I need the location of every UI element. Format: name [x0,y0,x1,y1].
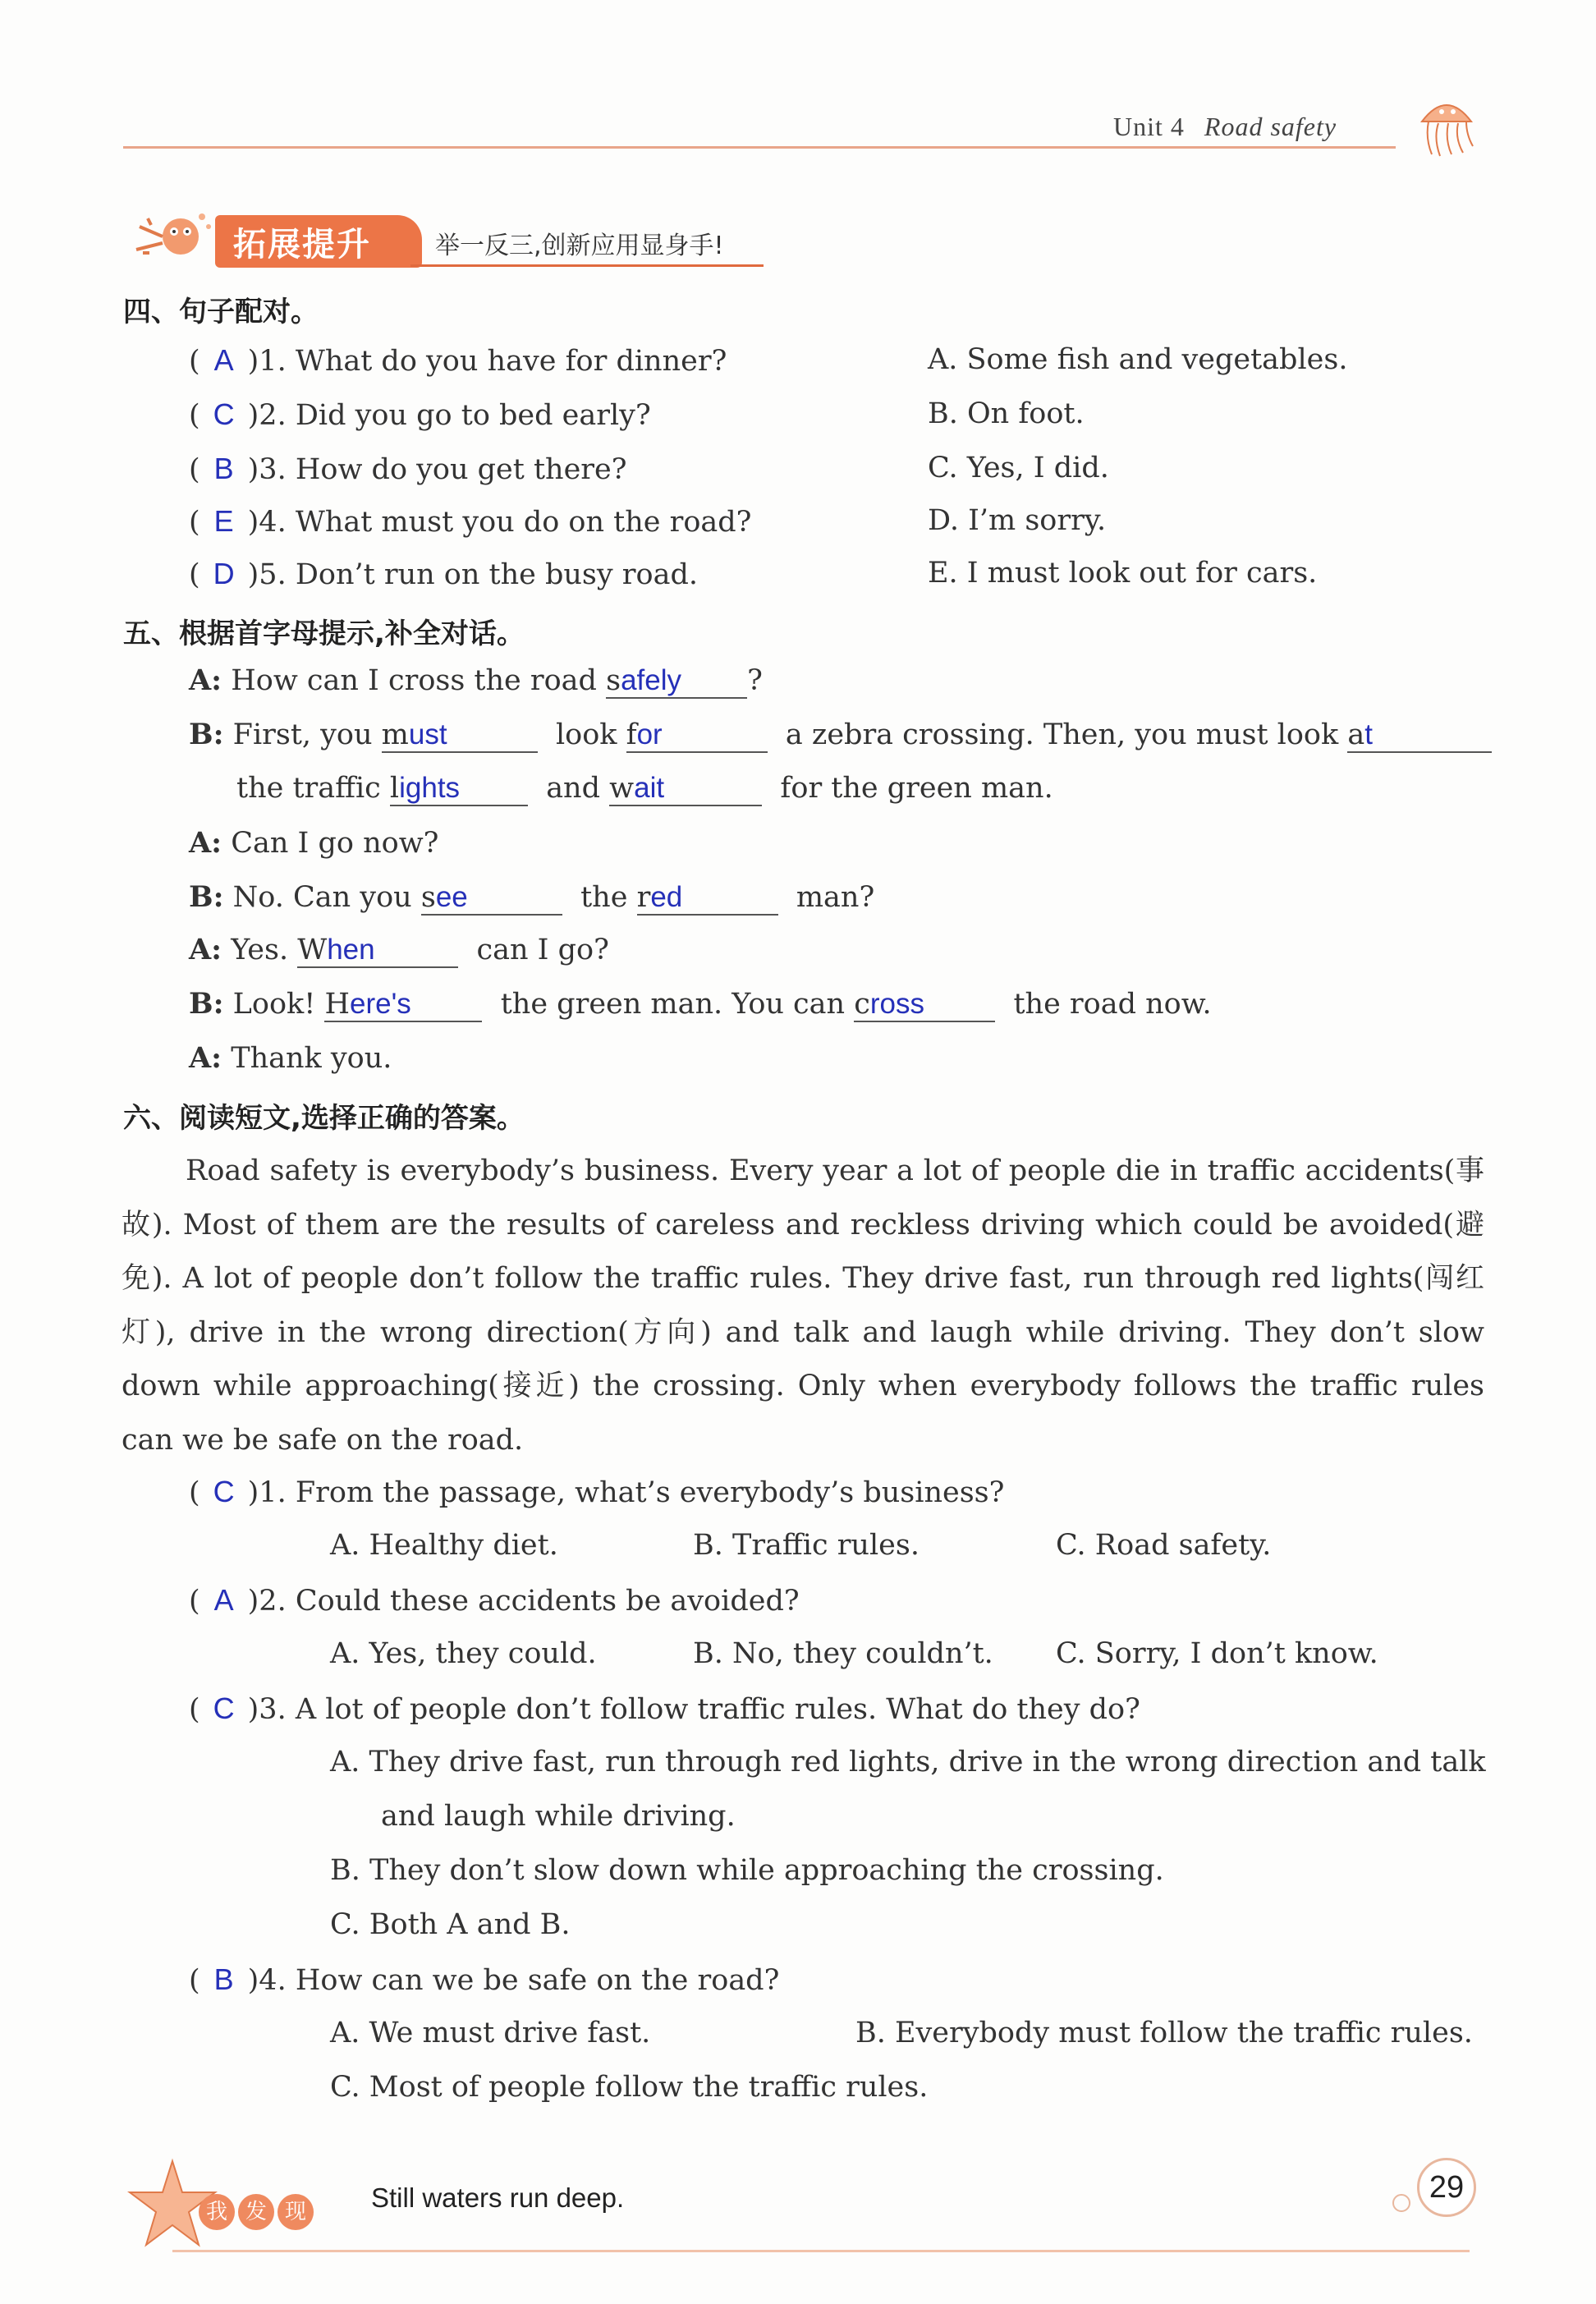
option-a: A. We must drive fast. [330,2017,651,2049]
banner-subtitle: 举一反三,创新应用显身手! [435,232,724,260]
option-a: A. Healthy diet. [330,1529,558,1562]
fill-blank[interactable]: wait [609,772,762,806]
jellyfish-icon [1406,89,1488,163]
matching-option: E. I must look out for cars. [928,557,1318,590]
answer: C [213,397,235,431]
dialogue-line [189,1041,392,1075]
fill-blank[interactable]: lights [390,772,528,806]
footer-motto: Still waters run deep. [371,2182,625,2213]
matching-option: C. Yes, I did. [928,452,1109,484]
question-item: ( B )4. How can we be safe on the road? [189,1962,780,1997]
option-c: C. Both A and B. [330,1908,571,1941]
item-number: )1. [247,345,287,378]
banner-underline [410,264,764,267]
dialogue-line: the traffic lights and wait for the green man. [236,772,1053,805]
item-question: Did you go to bed early? [295,399,651,432]
fill-blank[interactable]: safely [606,664,747,699]
question-item: ( A )2. Could these accidents be avoided? [189,1583,800,1618]
speaker: A: [189,933,222,966]
item-number: )3. [247,453,287,486]
question-text: How can we be safe on the road? [295,1964,780,1997]
speaker: A: [189,1041,222,1075]
footer-rule [172,2250,1470,2252]
speaker: B: [189,880,224,914]
section-6-heading: 六、阅读短文,选择正确的答案。 [123,1102,525,1135]
item-question: Don’t run on the busy road. [295,558,698,591]
item-question: What must you do on the road? [295,506,752,539]
dialogue-line: B: Look! Here's the green man. You can cross the road now. [189,987,1212,1021]
matching-option: B. On foot. [928,397,1085,430]
dialogue-line: A: How can I cross the road safely ? [189,663,763,697]
matching-item: ( C )2. Did you go to bed early? [189,397,651,432]
fill-blank[interactable]: at [1347,718,1492,753]
item-question: How do you get there? [295,453,627,486]
option-b: B. They don’t slow down while approaching the crossing. [330,1854,1164,1887]
dialogue-text: the traffic [236,772,381,805]
dialogue-text: Yes. [231,934,289,966]
option-a: A. They drive fast, run through red lights, drive in the wrong direction and talk [330,1746,1486,1778]
speaker: B: [189,718,224,751]
option-b: B. Traffic rules. [693,1529,920,1562]
fill-blank[interactable]: red [637,881,778,916]
question-text: A lot of people don’t follow traffic rules. What do they do? [295,1693,1140,1726]
fill-blank[interactable]: must [382,718,538,753]
item-number: )4. [247,506,287,539]
option-c: C. Most of people follow the traffic rules. [330,2071,929,2104]
item-number: )5. [247,558,287,591]
badge-char: 我 [199,2194,235,2230]
fill-blank[interactable]: When [297,934,458,968]
unit-subtitle: Road safety [1204,112,1337,141]
answer: C [213,1691,235,1725]
question-item: ( C )1. From the passage, what’s everybody’s business? [189,1475,1005,1509]
answer: E [213,504,234,538]
answer: D [213,557,235,590]
badge-char: 发 [238,2194,274,2230]
speaker: A: [189,663,222,697]
option-c: C. Sorry, I don’t know. [1056,1637,1378,1670]
page-header [1113,112,1337,142]
option-b: B. No, they couldn’t. [693,1637,993,1670]
item-question: What do you have for dinner? [295,345,727,378]
fill-blank[interactable]: cross [854,988,995,1022]
answer: B [213,452,234,485]
matching-item: ( A )1. What do you have for dinner? [189,343,727,378]
dialogue-line: B: No. Can you see the red man? [189,880,875,914]
speaker: B: [189,987,224,1021]
fill-blank[interactable]: see [421,881,562,916]
dialogue-text: No. Can you [232,881,412,914]
dialogue-text: How can I cross the road [231,664,597,697]
dialogue-line [189,826,438,860]
answer: C [213,1475,235,1508]
question-text: From the passage, what’s everybody’s business? [295,1476,1005,1509]
matching-item: ( E )4. What must you do on the road? [189,504,752,539]
header-rule [123,146,1396,149]
dialogue-text: Can I go now? [231,827,439,860]
answer: A [213,1583,234,1617]
matching-item: ( D )5. Don’t run on the busy road. [189,557,698,591]
option-b: B. Everybody must follow the traffic rules. [855,2017,1473,2049]
option-a-continued: and laugh while driving. [381,1800,736,1833]
decorative-circle [1392,2194,1410,2212]
fill-blank[interactable]: for [626,718,768,753]
matching-option: A. Some fish and vegetables. [928,343,1348,376]
page-number: 29 [1417,2158,1476,2217]
crab-mascot-icon [123,202,222,268]
section-5-heading: 五、根据首字母提示,补全对话。 [123,617,525,650]
unit-label: Unit 4 [1113,112,1185,141]
matching-item: ( B )3. How do you get there? [189,452,627,486]
question-text: Could these accidents be avoided? [295,1585,800,1618]
answer: A [213,343,234,377]
matching-option: D. I’m sorry. [928,504,1107,537]
option-a: A. Yes, they could. [330,1637,597,1670]
dialogue-text: First, you [232,718,373,751]
section-4-heading: 四、句子配对。 [123,296,319,328]
question-item: ( C )3. A lot of people don’t follow traffic rules. What do they do? [189,1691,1140,1726]
banner-title: 拓展提升 [233,226,371,264]
dialogue-text: Look! [232,988,316,1021]
answer: B [213,1962,234,1996]
speaker: A: [189,826,222,860]
badge-char: 现 [277,2194,314,2230]
fill-blank[interactable]: Here's [324,988,482,1022]
option-c: C. Road safety. [1056,1529,1272,1562]
dialogue-line: B: First, you must look for a zebra crossing. Then, you must look at [189,718,1492,753]
dialogue-text: Thank you. [231,1042,392,1075]
item-number: )2. [247,399,287,432]
dialogue-line: A: Yes. When can I go? [189,933,609,966]
reading-passage: Road safety is everybody’s business. Every year a lot of people die in traffic accidents(事故). Most of them are the results of careless and reckless driving which could be avoided(避免). A lot of people don’t follow the traffic rules. They drive fast, run through red lights(闯红灯), drive in the wrong direction(方向) and talk and laugh while driving. They don’t slow down while approaching(接近) the crossing. Only when everybody follows the traffic rules can we be safe on the road. [122,1154,1484,1457]
